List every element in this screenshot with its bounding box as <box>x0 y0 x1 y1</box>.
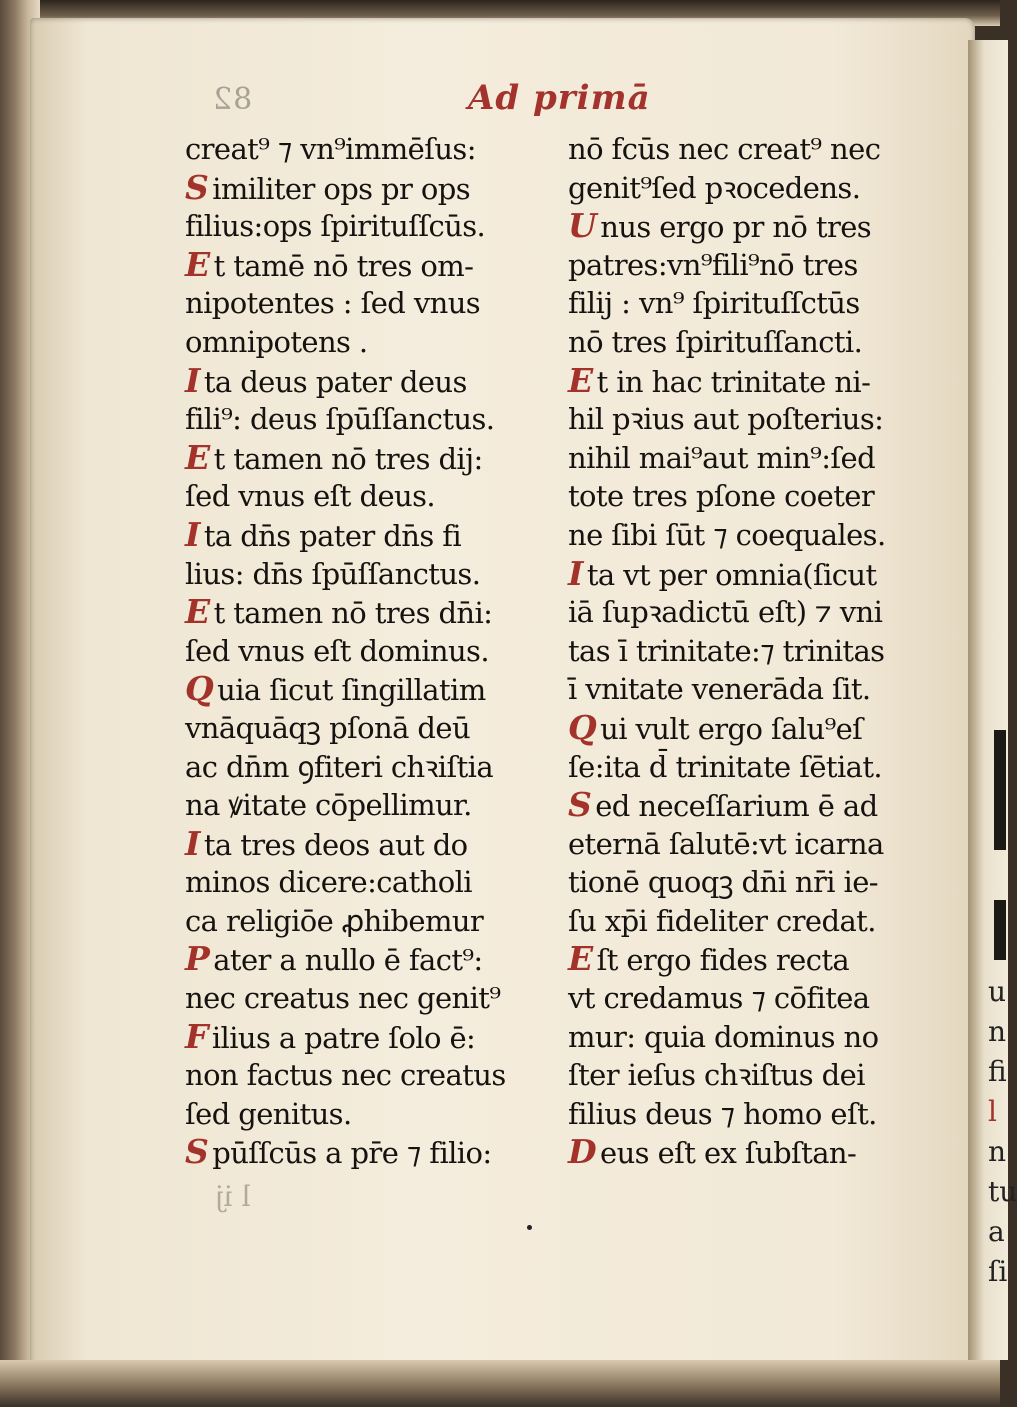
printer-mark <box>527 1225 532 1230</box>
text-line <box>568 1018 913 1057</box>
text-line <box>185 748 530 787</box>
text-line <box>568 516 913 555</box>
facing-page-edge <box>968 40 1017 1360</box>
line-text: t in hac trinitate ni- <box>596 364 871 399</box>
line-text: ilius a patre ſolo ē: <box>211 1020 476 1055</box>
line-text: ſter ieſus chꝛiſtus dei <box>568 1058 865 1093</box>
text-line <box>185 400 530 439</box>
line-text: genit⁹ſed pꝛocedens. <box>568 170 861 205</box>
line-text: nō fcūs nec creat⁹ nec <box>568 132 881 166</box>
text-line <box>185 825 530 864</box>
text-line <box>568 593 913 632</box>
line-text: ta tres deos aut do <box>203 827 468 862</box>
line-text: ta vt per omnia(ſicut <box>586 557 877 592</box>
rubricated-initial: S <box>185 1132 209 1172</box>
line-text: eternā ſalutē:vt icarna <box>568 826 884 861</box>
line-text: ac dn̄m ꝯfiteri chꝛiſtia <box>185 749 494 784</box>
line-text: t tamē nō tres om- <box>213 248 474 283</box>
line-text: nihil mai⁹aut min⁹:ſed <box>568 440 876 475</box>
text-line <box>568 323 913 362</box>
line-text: ſt ergo fides recta <box>596 943 850 978</box>
folio-number: 82 <box>212 82 253 117</box>
facing-page-glyph: n <box>988 1135 1007 1168</box>
text-line <box>185 1056 530 1095</box>
text-line <box>568 1056 913 1095</box>
line-text: pūſſcūs a pr̄e ⁊ filio: <box>212 1136 492 1171</box>
facing-page-glyph: n <box>988 1015 1007 1048</box>
text-line <box>185 362 530 401</box>
line-text: ne ſibi ſūt ⁊ coequales. <box>568 517 886 552</box>
line-text: filij : vn⁹ ſpirituſſctūs <box>568 286 860 321</box>
text-line <box>185 709 530 748</box>
line-text: ſu xp̄i fideliter credat. <box>568 903 876 938</box>
facing-page-ink-bar <box>994 900 1006 960</box>
text-line <box>185 246 530 285</box>
text-line <box>185 632 530 671</box>
text-line <box>568 555 913 594</box>
running-header: Ad primā <box>468 78 651 118</box>
line-text: filius deus ⁊ homo eſt. <box>568 1096 877 1131</box>
text-line <box>568 439 913 478</box>
line-text: imiliter ops pr ops <box>212 171 471 206</box>
text-line <box>568 940 913 979</box>
line-text: nec creatus nec genit⁹ <box>185 981 501 1016</box>
rubricated-initial: E <box>568 939 593 979</box>
text-line <box>185 169 530 208</box>
rubricated-initial: Q <box>185 669 214 709</box>
line-text: minos dicere:catholi <box>185 865 472 900</box>
rubricated-initial: E <box>185 244 210 284</box>
line-text: t tamen nō tres dij: <box>213 441 483 476</box>
rubricated-initial: E <box>185 437 210 477</box>
rubricated-initial: E <box>568 360 593 400</box>
text-line <box>568 130 913 169</box>
line-text: omnipotens . <box>185 324 368 359</box>
text-line <box>568 786 913 825</box>
text-line <box>185 130 530 169</box>
text-line <box>568 979 913 1018</box>
line-text: hil pꝛius aut poſterius: <box>568 402 884 437</box>
line-text: ui vult ergo ſalu⁹eſ <box>600 711 863 746</box>
text-line <box>568 246 913 285</box>
rubricated-initial: S <box>568 785 592 825</box>
rubricated-initial: I <box>185 823 200 863</box>
show-through-signature: l ij <box>215 1180 251 1213</box>
line-text: nus ergo pr nō tres <box>600 210 872 245</box>
text-line <box>568 169 913 208</box>
text-line <box>185 1095 530 1134</box>
text-line <box>185 1018 530 1057</box>
line-text: tote tres pſone coeter <box>568 479 875 514</box>
line-text: na ꝟitate cōpellimur. <box>185 788 472 823</box>
text-line <box>185 670 530 709</box>
line-text: t tamen nō tres dn̄i: <box>213 596 493 631</box>
text-line <box>185 940 530 979</box>
line-text: creat⁹ ⁊ vn⁹immēſus: <box>185 132 476 166</box>
rubricated-initial: I <box>568 553 583 593</box>
line-text: ſed genitus. <box>185 1096 352 1131</box>
facing-page-glyph: ſi <box>988 1255 1008 1288</box>
facing-page-glyph: u <box>988 975 1007 1008</box>
line-text: ſed vnus eſt dominus. <box>185 633 489 668</box>
line-text: vt credamus ⁊ cōfitea <box>568 981 870 1016</box>
rubricated-initial: U <box>568 206 597 246</box>
text-line <box>568 825 913 864</box>
facing-page-glyph: tu <box>988 1175 1017 1208</box>
rubricated-initial: F <box>185 1016 208 1056</box>
rubricated-initial: I <box>185 514 200 554</box>
facing-page-ink-bar <box>994 730 1006 850</box>
text-line <box>568 863 913 902</box>
line-text: fili⁹: deus ſpūſſanctus. <box>185 402 495 437</box>
rubricated-initial: Q <box>568 707 597 747</box>
line-text: nipotentes : ſed vnus <box>185 286 481 321</box>
text-line <box>185 786 530 825</box>
text-line <box>568 1133 913 1172</box>
line-text: eus eſt ex ſubſtan- <box>600 1136 857 1171</box>
line-text: ta deus pater deus <box>203 364 467 399</box>
line-text: ca religiōe ꝓhibemur <box>185 903 484 938</box>
line-text: ater a nullo ē fact⁹: <box>213 943 483 978</box>
text-line <box>185 979 530 1018</box>
line-text: vnāquāqꝫ pſonā deū <box>185 710 471 745</box>
right-text-column <box>568 130 913 1172</box>
facing-page-glyph: l <box>988 1095 997 1128</box>
line-text: iā ſupꝛadictū eſt) ⁊ vni <box>568 595 883 630</box>
line-text: ſe:ita d̄ trinitate ſētiat. <box>568 749 882 784</box>
line-text: lius: dn̄s ſpūſſanctus. <box>185 556 481 591</box>
rubricated-initial: P <box>185 939 210 979</box>
line-text: tionē quoqꝫ dn̄i nr̄i ie- <box>568 865 878 900</box>
text-line <box>568 207 913 246</box>
text-line <box>568 902 913 941</box>
text-line <box>185 323 530 362</box>
facing-page-glyph: fi <box>988 1055 1007 1088</box>
text-line <box>185 555 530 594</box>
text-line <box>185 477 530 516</box>
line-text: ī vnitate venerāda ſit. <box>568 672 871 707</box>
text-line <box>185 439 530 478</box>
line-text: non factus nec creatus <box>185 1058 506 1093</box>
line-text: nō tres ſpirituſſancti. <box>568 324 863 359</box>
text-line <box>185 516 530 555</box>
line-text: ta dn̄s pater dn̄s fi <box>203 518 462 553</box>
text-line <box>185 284 530 323</box>
rubricated-initial: I <box>185 360 200 400</box>
line-text: mur: quia dominus no <box>568 1019 879 1054</box>
text-line <box>185 593 530 632</box>
line-text: ed neceſſarium ē ad <box>595 789 878 824</box>
text-line <box>568 709 913 748</box>
text-line <box>568 1095 913 1134</box>
book-bottom-edge <box>0 1360 1000 1407</box>
text-line <box>568 477 913 516</box>
facing-page-glyph: a <box>988 1215 1005 1248</box>
line-text: tas ī trinitate:⁊ trinitas <box>568 633 885 668</box>
text-line <box>568 284 913 323</box>
line-text: filius:ops ſpirituſſcūs. <box>185 209 486 244</box>
text-line <box>185 902 530 941</box>
text-line <box>568 632 913 671</box>
rubricated-initial: E <box>185 592 210 632</box>
left-text-column <box>185 130 530 1172</box>
text-line <box>568 400 913 439</box>
text-line <box>185 863 530 902</box>
text-line <box>185 1133 530 1172</box>
text-line <box>568 748 913 787</box>
rubricated-initial: S <box>185 167 209 207</box>
rubricated-initial: D <box>568 1132 597 1172</box>
line-text: uia ſicut ſingillatim <box>217 673 486 708</box>
line-text: patres:vn⁹fili⁹nō tres <box>568 247 858 282</box>
text-line <box>568 670 913 709</box>
text-line <box>185 207 530 246</box>
text-line <box>568 362 913 401</box>
line-text: ſed vnus eſt deus. <box>185 479 435 514</box>
